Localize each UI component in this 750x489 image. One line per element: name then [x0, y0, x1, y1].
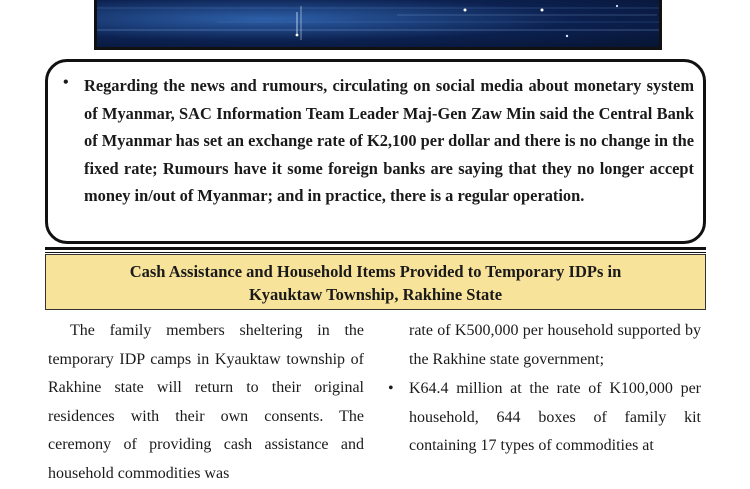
highlight-note-box — [45, 59, 706, 244]
article-headline — [45, 254, 706, 310]
headline-line-1: Cash Assistance and Household Items Provided to Temporary IDPs in — [129, 262, 622, 281]
article-right-column-top: rate of K500,000 per household supported by the Rakhine state government; — [409, 322, 701, 368]
divider-thick — [45, 247, 706, 250]
bullet-icon: • — [388, 380, 394, 397]
bullet-icon: • — [63, 74, 69, 91]
list-item-text: K64.4 million at the rate of K100,000 per household, 644 boxes of family kit containing 17 types of commodities at — [409, 380, 701, 455]
headline-line-2: Kyauktaw Township, Rakhine State — [248, 285, 503, 304]
article-left-column: The family members sheltering in the temporary IDP camps in Kyauktaw township of Rakhine state will return to their original residences with their own consents. The ceremony of providing cash assistance and household commodities was — [48, 322, 364, 482]
header-banner-image — [94, 0, 662, 50]
divider-thin — [45, 252, 706, 253]
note-text: Regarding the news and rumours, circulating on social media about monetary system of Myanmar, SAC Information Team Leader Maj-Gen Zaw Min said the Central Bank of Myanmar has set an exchange rate of K2,100 per dollar and there is no change in the fixed rate; Rumours have it some foreign banks are saying that they no longer accept money in/out of Myanmar; and in practice, there is a regular operation. — [84, 76, 694, 206]
